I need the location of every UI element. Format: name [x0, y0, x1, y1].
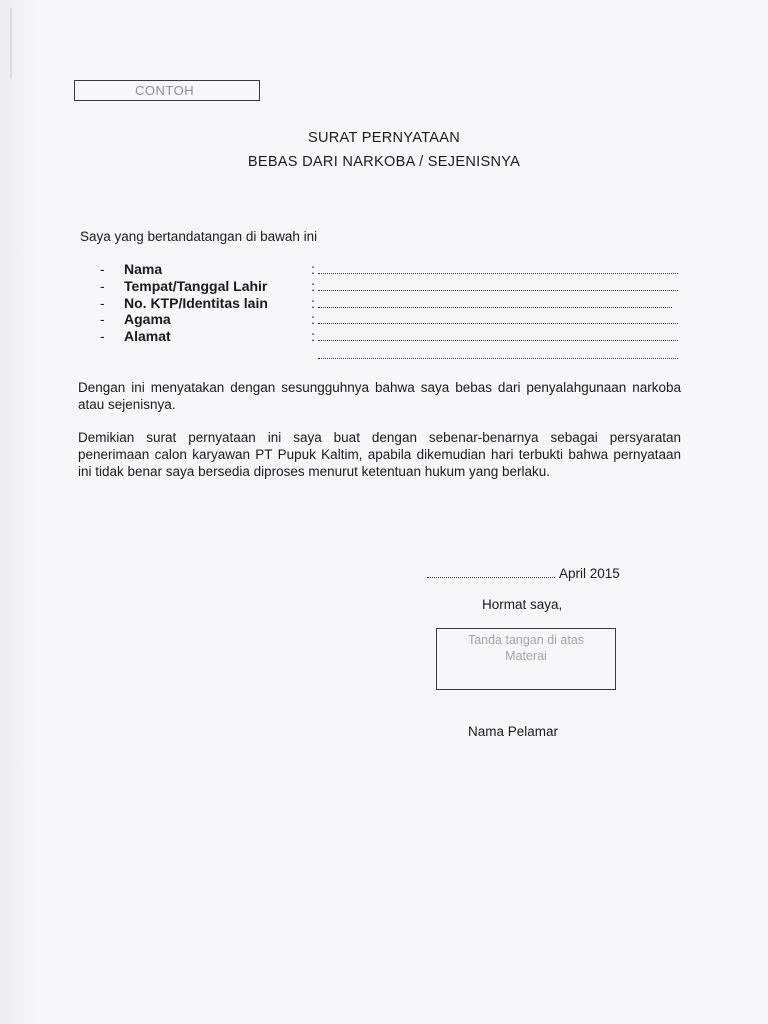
document-title-line2: BEBAS DARI NARKOBA / SEJENISNYA: [247, 153, 521, 170]
field-colon: :: [311, 278, 315, 294]
signer-name: Nama Pelamar: [468, 724, 559, 739]
fill-in-line: [318, 313, 678, 324]
field-row-ktp: [100, 295, 700, 312]
signature-hint-line1: Tanda tangan di atas: [467, 633, 585, 647]
field-label: Alamat: [124, 328, 171, 344]
field-colon: :: [311, 261, 315, 277]
bullet-dash: -: [100, 311, 105, 327]
field-row-agama: [100, 311, 700, 328]
field-colon: :: [311, 295, 315, 311]
bullet-dash: -: [100, 261, 105, 277]
field-colon: :: [311, 328, 315, 344]
scan-edge-mark: [10, 8, 12, 78]
signature-box: [436, 628, 616, 690]
field-colon: :: [311, 311, 315, 327]
field-row-alamat-continuation: [100, 346, 700, 363]
contoh-label: CONTOH: [135, 83, 195, 98]
field-label: Tempat/Tanggal Lahir: [124, 278, 268, 294]
fill-in-line: [318, 263, 678, 274]
date-fill-in-line: [427, 567, 555, 578]
field-row-ttl: [100, 278, 700, 295]
field-row-alamat: [100, 328, 700, 345]
bullet-dash: -: [100, 328, 105, 344]
date-line: [427, 566, 620, 581]
document-title-line1: SURAT PERNYATAAN: [307, 129, 461, 146]
fill-in-line: [318, 348, 678, 359]
greeting-text: Hormat saya,: [482, 597, 563, 612]
closing-paragraph: Demikian surat pernyataan ini saya buat dengan sebenar-benarnya sebagai persyaratan penerimaan calon karyawan PT Pupuk Kaltim, apabila dikemudian hari terbukti bahwa pernyataan ini tidak benar saya bersedia diproses menurut ketentuan hukum yang berlaku.: [78, 430, 681, 479]
contoh-stamp-box: [74, 80, 260, 101]
field-row-nama: [100, 261, 700, 278]
intro-text: Saya yang bertandatangan di bawah ini: [80, 229, 318, 244]
bullet-dash: -: [100, 295, 105, 311]
fill-in-line: [318, 297, 672, 308]
field-label: No. KTP/Identitas lain: [124, 295, 268, 311]
bullet-dash: -: [100, 278, 105, 294]
field-label: Nama: [124, 261, 163, 277]
signature-hint-line2: Materai: [505, 649, 547, 663]
field-label: Agama: [124, 311, 171, 327]
date-suffix: April 2015: [559, 566, 620, 581]
fill-in-line: [318, 330, 678, 341]
statement-paragraph: Dengan ini menyatakan dengan sesungguhnya bahwa saya bebas dari penyalahgunaan narkoba atau sejenisnya.: [78, 380, 681, 412]
fill-in-line: [318, 280, 678, 291]
